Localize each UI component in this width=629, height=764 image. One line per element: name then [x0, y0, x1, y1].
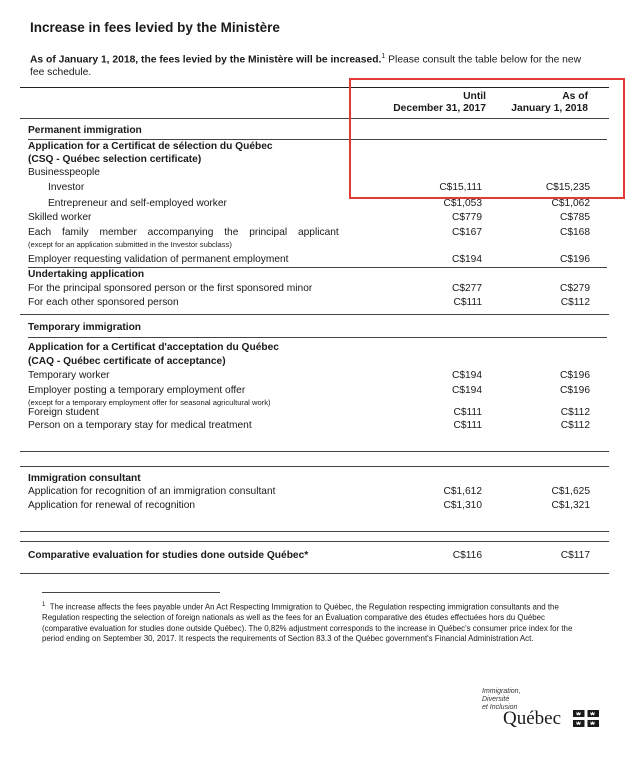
fee-until: C$194 [451, 254, 482, 265]
fee-as-of: C$785 [559, 212, 590, 223]
section-heading-consultant [28, 472, 608, 486]
fee-as-of: C$112 [560, 407, 590, 418]
row-label: Employer posting a temporary employment offer [28, 385, 246, 396]
column-header-until-line2: December 31, 2017 [393, 103, 486, 114]
section-rule [20, 541, 609, 542]
row-label: Investor [48, 182, 85, 193]
row-label: Person on a temporary stay for medical treatment [28, 420, 252, 431]
table-row [28, 341, 608, 355]
row-label: Employer requesting validation of permanent employment [28, 254, 289, 265]
table-row [28, 485, 608, 499]
fee-as-of: C$279 [559, 283, 590, 294]
column-header-as-of-line1: As of [562, 91, 588, 102]
fee-as-of: C$196 [559, 385, 590, 396]
footnote-text: The increase affects the fees payable under An Act Respecting Immigration to Québec, the Regulation respecting immigration consultants and the Regulation respecting the selection of foreign nationals as well as the fees for an Évaluation comparative des études effectuées hors du Québec (comparative evaluation for studies done outside Québec). The 0,82% adjustment corresponds to the increase in Québec's consumer price index for the period ending on September 30, 2017. It respects the requirements of Section 83.3 of the Québec government's Financial Administration Act. [42, 602, 573, 644]
row-label: Application for a Certificat de sélection du Québec [28, 141, 273, 152]
row-note: (except for a temporary employment offer for seasonal agricultural work) [28, 398, 271, 407]
table-row-note [28, 238, 608, 252]
fee-as-of: C$196 [559, 254, 590, 265]
row-label: Application for recognition of an immigration consultant [28, 486, 276, 497]
intro-paragraph [30, 51, 590, 79]
fee-until: C$111 [453, 420, 482, 431]
table-row [28, 499, 608, 513]
table-row [28, 197, 608, 211]
fee-until: C$277 [451, 283, 482, 294]
row-label: Foreign student [28, 407, 99, 418]
row-label: Entrepreneur and self-employed worker [48, 198, 227, 209]
intro-footnote-mark: 1 [381, 53, 386, 60]
logo-quebec-wordmark: Québec [503, 708, 562, 729]
logo-ministry-line1: Immigration, [482, 688, 521, 695]
section-rule [20, 531, 609, 532]
row-label: Application for a Certificat d'acceptation du Québec [28, 342, 279, 353]
fee-until: C$1,612 [443, 486, 482, 497]
fee-until: C$111 [453, 297, 482, 308]
section-rule [20, 466, 609, 467]
footnote [42, 600, 587, 645]
logo-ministry-line3: et Inclusion [482, 704, 518, 711]
quebec-flag-icon [573, 710, 599, 727]
table-row [28, 282, 608, 296]
row-label: For each other sponsored person [28, 297, 179, 308]
table-row [28, 253, 608, 267]
fee-until: C$167 [451, 227, 482, 238]
fee-as-of: C$112 [560, 297, 590, 308]
column-header-as-of-line2: January 1, 2018 [511, 103, 588, 114]
table-row [28, 419, 608, 433]
intro-rest: Please consult the table below for the new fee schedule. [30, 54, 582, 78]
fee-until: C$111 [453, 407, 482, 418]
subsection-heading [28, 268, 608, 282]
table-row [28, 549, 608, 563]
table-row [28, 369, 608, 383]
fee-until: C$194 [451, 385, 482, 396]
table-row [28, 355, 608, 369]
fee-as-of: C$1,625 [551, 486, 590, 497]
logo-ministry-line2: Diversité [482, 696, 510, 703]
fee-as-of: C$168 [559, 227, 590, 238]
intro-bold: As of January 1, 2018, the fees levied by the Ministère will be increased. [30, 54, 382, 66]
table-row [28, 406, 608, 420]
fee-until: C$116 [452, 550, 482, 561]
row-label: (CSQ - Québec selection certificate) [28, 154, 202, 165]
row-note: (except for an application submitted in the Investor subclass) [28, 240, 232, 249]
row-label: For the principal sponsored person or the first sponsored minor [28, 283, 313, 294]
fee-as-of: C$117 [560, 550, 590, 561]
section-rule [20, 314, 609, 315]
table-row [28, 211, 608, 225]
highlight-box [349, 78, 625, 199]
fee-as-of: C$196 [559, 370, 590, 381]
fee-as-of: C$15,235 [545, 182, 590, 193]
fee-until: C$1,053 [443, 198, 482, 209]
page-title: Increase in fees levied by the Ministère [30, 20, 280, 35]
row-label: Comparative evaluation for studies done outside Québec* [28, 550, 309, 561]
fee-until: C$194 [451, 370, 482, 381]
row-label: Each family member accompanying the principal applicant [28, 227, 339, 238]
row-label: Temporary immigration [28, 322, 142, 333]
fee-as-of: C$112 [560, 420, 590, 431]
row-label: Businesspeople [28, 167, 100, 178]
row-label: Application for renewal of recognition [28, 500, 196, 511]
row-label: Skilled worker [28, 212, 92, 223]
section-heading-temporary [28, 321, 608, 335]
row-label: Immigration consultant [28, 473, 141, 484]
table-bottom-rule [20, 573, 609, 574]
section-rule [28, 337, 607, 338]
fee-as-of: C$1,062 [551, 198, 590, 209]
column-header-until-line1: Until [463, 91, 486, 102]
row-label: Temporary worker [28, 370, 110, 381]
row-label: Undertaking application [28, 269, 145, 280]
fee-until: C$779 [451, 212, 482, 223]
footnote-rule [42, 592, 220, 593]
row-label: Permanent immigration [28, 125, 142, 136]
fee-until: C$1,310 [443, 500, 482, 511]
fee-until: C$15,111 [439, 182, 482, 193]
section-rule [20, 451, 609, 452]
row-label: (CAQ - Québec certificate of acceptance) [28, 356, 226, 367]
footnote-mark: 1 [42, 602, 46, 608]
fee-as-of: C$1,321 [551, 500, 590, 511]
quebec-logo [482, 688, 602, 730]
table-row [28, 296, 608, 310]
